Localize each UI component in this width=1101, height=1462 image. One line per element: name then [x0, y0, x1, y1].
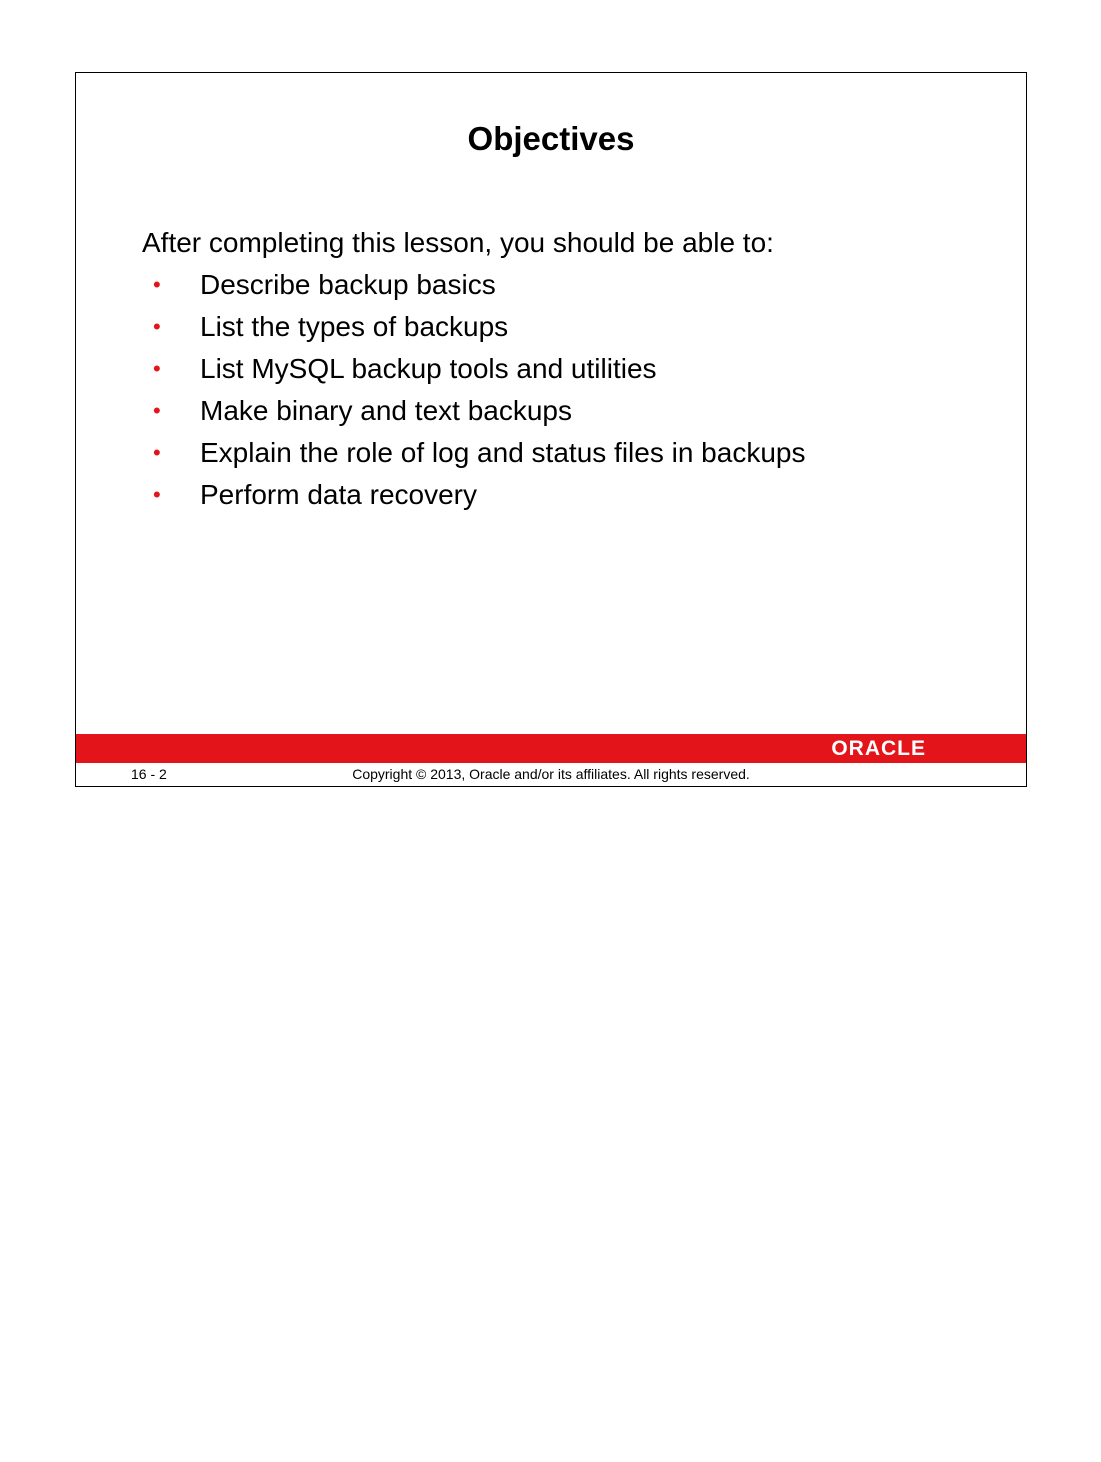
bullet-icon: •	[153, 482, 161, 507]
list-item-text: List MySQL backup tools and utilities	[200, 353, 657, 384]
list-item	[76, 435, 1026, 477]
list-item-text: List the types of backups	[200, 311, 509, 342]
bullet-icon: •	[153, 398, 161, 423]
list-item	[76, 393, 1026, 435]
objectives-list	[76, 267, 1026, 519]
bullet-icon: •	[153, 356, 161, 381]
list-item-text: Make binary and text backups	[200, 395, 572, 426]
list-item	[76, 477, 1026, 519]
slide-title: Objectives	[467, 120, 635, 157]
oracle-logo: ORACLE	[831, 737, 926, 760]
slide	[75, 72, 1027, 787]
list-item-text: Perform data recovery	[200, 479, 477, 510]
list-item	[76, 309, 1026, 351]
bullet-icon: •	[153, 272, 161, 297]
bullet-icon: •	[153, 314, 161, 339]
footer-bar	[76, 734, 1026, 763]
list-item-text: Describe backup basics	[200, 269, 496, 300]
list-item-text: Explain the role of log and status files in backups	[200, 437, 806, 468]
list-item	[76, 351, 1026, 393]
list-item	[76, 267, 1026, 309]
intro-text: After completing this lesson, you should be able to:	[142, 227, 774, 258]
page-number: 16 - 2	[131, 766, 167, 782]
copyright-notice: Copyright © 2013, Oracle and/or its affiliates. All rights reserved.	[352, 766, 750, 782]
bullet-icon: •	[153, 440, 161, 465]
